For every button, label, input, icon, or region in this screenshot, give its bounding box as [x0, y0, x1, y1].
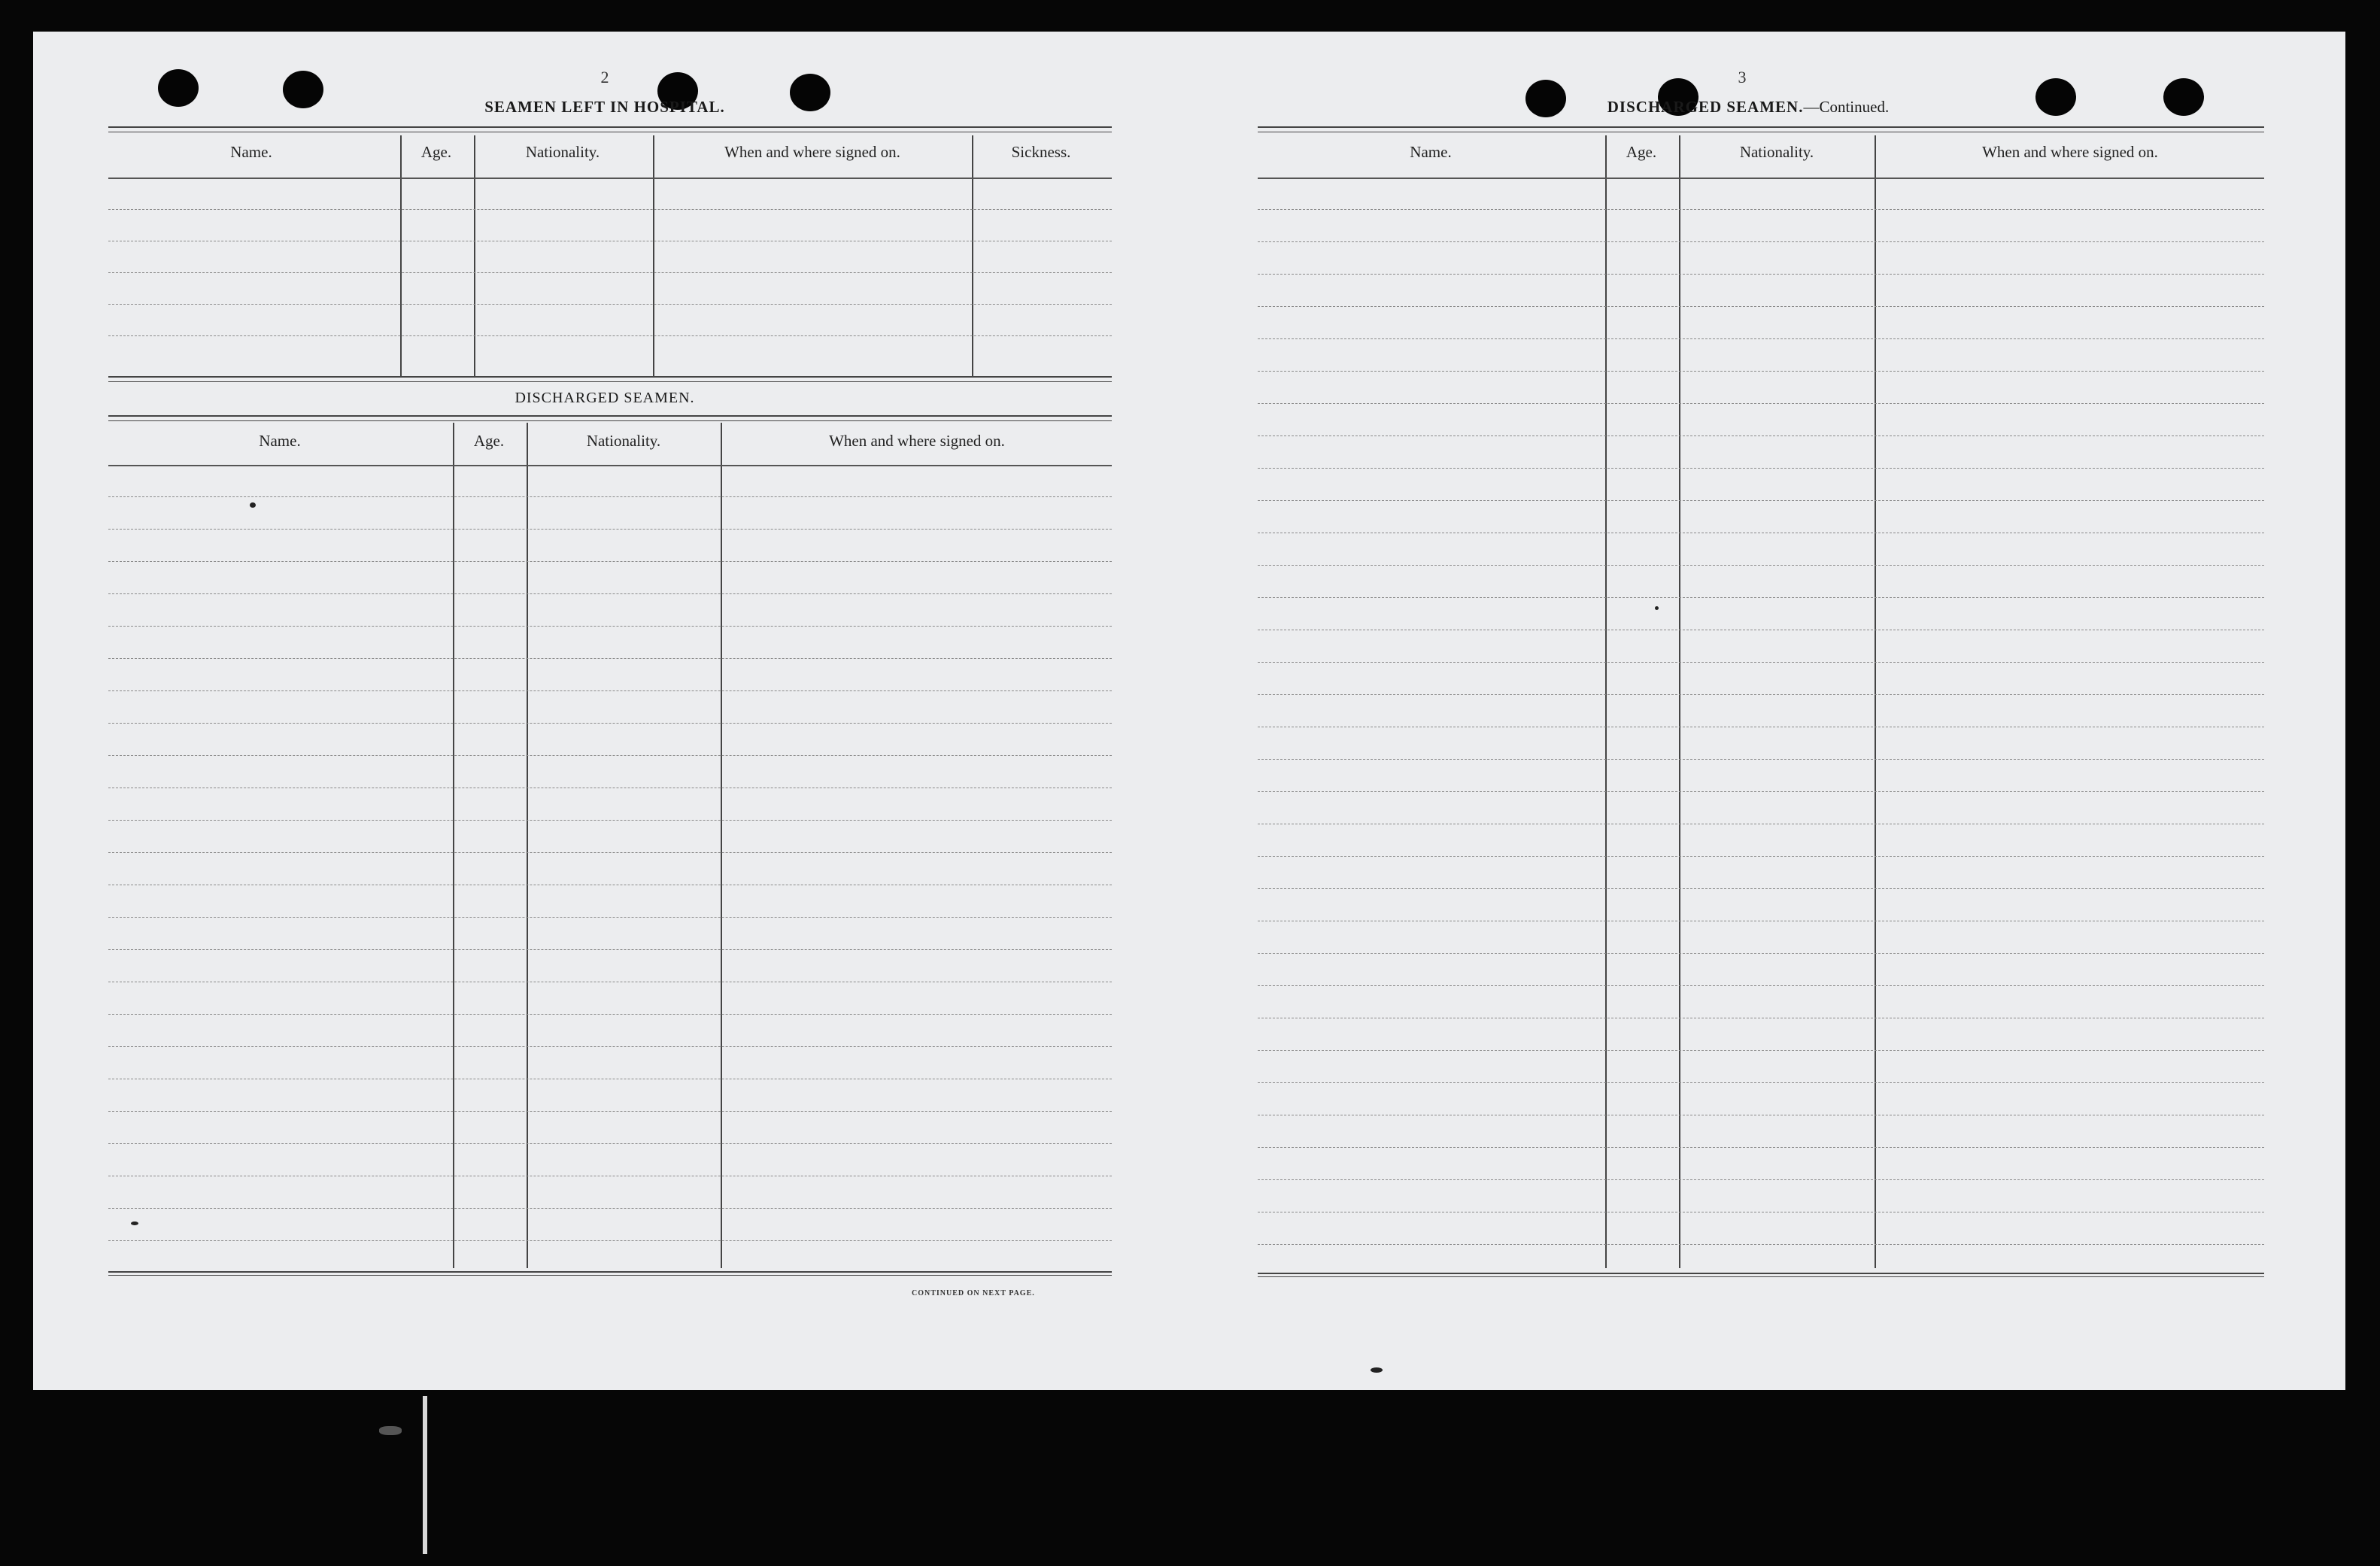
column-header-signed-on: When and where signed on. — [1982, 143, 2158, 161]
column-divider — [527, 423, 528, 1268]
column-header-nationality: Nationality. — [586, 432, 661, 450]
row-line — [108, 1046, 1112, 1047]
ink-speck — [1371, 1367, 1383, 1373]
column-divider — [400, 135, 402, 378]
discharged-top-rule — [1258, 126, 2264, 132]
column-header-name: Name. — [1410, 143, 1452, 161]
header-underline — [1258, 178, 2264, 179]
row-line — [108, 949, 1112, 950]
row-line — [1258, 241, 2264, 242]
row-line — [1258, 856, 2264, 857]
row-line — [1258, 468, 2264, 469]
row-line — [1258, 565, 2264, 566]
ink-speck — [250, 502, 256, 508]
punch-hole — [158, 69, 199, 107]
row-line — [108, 917, 1112, 918]
row-line — [1258, 694, 2264, 695]
row-line — [1258, 791, 2264, 792]
column-divider — [1875, 135, 1876, 1268]
column-header-signed-on: When and where signed on. — [724, 143, 900, 161]
title-text: DISCHARGED SEAMEN. — [1607, 98, 1804, 116]
row-line — [1258, 371, 2264, 372]
column-divider — [721, 423, 722, 1268]
column-divider — [1679, 135, 1680, 1268]
column-header-signed-on: When and where signed on. — [829, 432, 1005, 450]
scan-artifact — [423, 1396, 427, 1554]
row-line — [1258, 759, 2264, 760]
hospital-section-title: SEAMEN LEFT IN HOSPITAL. — [484, 98, 725, 116]
row-line — [108, 209, 1112, 210]
row-line — [108, 1208, 1112, 1209]
column-divider — [653, 135, 654, 378]
row-line — [108, 723, 1112, 724]
header-underline — [108, 465, 1112, 466]
row-line — [108, 820, 1112, 821]
row-line — [1258, 953, 2264, 954]
scan-artifact — [379, 1426, 402, 1435]
row-line — [1258, 338, 2264, 339]
punch-hole — [283, 71, 323, 108]
column-divider — [453, 423, 454, 1268]
discharged-section-title: DISCHARGED SEAMEN. — [515, 390, 695, 406]
column-divider — [972, 135, 973, 378]
page-number: 2 — [600, 68, 609, 86]
row-line — [108, 304, 1112, 305]
column-header-nationality: Nationality. — [1739, 143, 1814, 161]
row-line — [108, 1143, 1112, 1144]
row-line — [108, 690, 1112, 691]
row-line — [1258, 1179, 2264, 1180]
row-line — [108, 561, 1112, 562]
row-line — [108, 626, 1112, 627]
column-divider — [474, 135, 475, 378]
row-line — [108, 593, 1112, 594]
row-line — [108, 496, 1112, 497]
title-suffix: —Continued. — [1803, 98, 1890, 116]
page-number: 3 — [1738, 68, 1747, 86]
punch-hole — [790, 74, 830, 111]
hospital-bottom-rule — [108, 376, 1112, 382]
column-header-age: Age. — [420, 143, 452, 161]
discharged-top-rule — [108, 415, 1112, 421]
row-line — [108, 852, 1112, 853]
row-line — [1258, 274, 2264, 275]
row-line — [1258, 985, 2264, 986]
row-line — [1258, 500, 2264, 501]
row-line — [1258, 306, 2264, 307]
row-line — [108, 335, 1112, 336]
ink-speck — [1655, 606, 1659, 610]
row-line — [1258, 1147, 2264, 1148]
hospital-top-rule — [108, 126, 1112, 132]
discharged-continued-title — [1553, 98, 1944, 117]
row-line — [108, 1240, 1112, 1241]
punch-hole — [2035, 78, 2076, 116]
column-header-nationality: Nationality. — [525, 143, 600, 161]
form-sheet — [33, 32, 2345, 1390]
continued-footer: CONTINUED ON NEXT PAGE. — [912, 1289, 1035, 1297]
row-line — [108, 658, 1112, 659]
column-header-age: Age. — [473, 432, 505, 450]
row-line — [1258, 1050, 2264, 1051]
row-line — [1258, 597, 2264, 598]
column-header-age: Age. — [1626, 143, 1657, 161]
row-line — [108, 272, 1112, 273]
row-line — [1258, 662, 2264, 663]
row-line — [1258, 403, 2264, 404]
row-line — [1258, 888, 2264, 889]
row-line — [1258, 1082, 2264, 1083]
punch-hole — [2163, 78, 2204, 116]
row-line — [1258, 1244, 2264, 1245]
column-header-name: Name. — [259, 432, 301, 450]
row-line — [1258, 209, 2264, 210]
row-line — [108, 1014, 1112, 1015]
row-line — [108, 1111, 1112, 1112]
discharged-bottom-rule — [108, 1271, 1112, 1276]
column-header-name: Name. — [230, 143, 272, 161]
header-underline — [108, 178, 1112, 179]
row-line — [108, 755, 1112, 756]
ink-speck — [131, 1222, 138, 1225]
column-header-sickness: Sickness. — [1011, 143, 1071, 161]
discharged-bottom-rule — [1258, 1273, 2264, 1277]
row-line — [108, 529, 1112, 530]
column-divider — [1605, 135, 1607, 1268]
